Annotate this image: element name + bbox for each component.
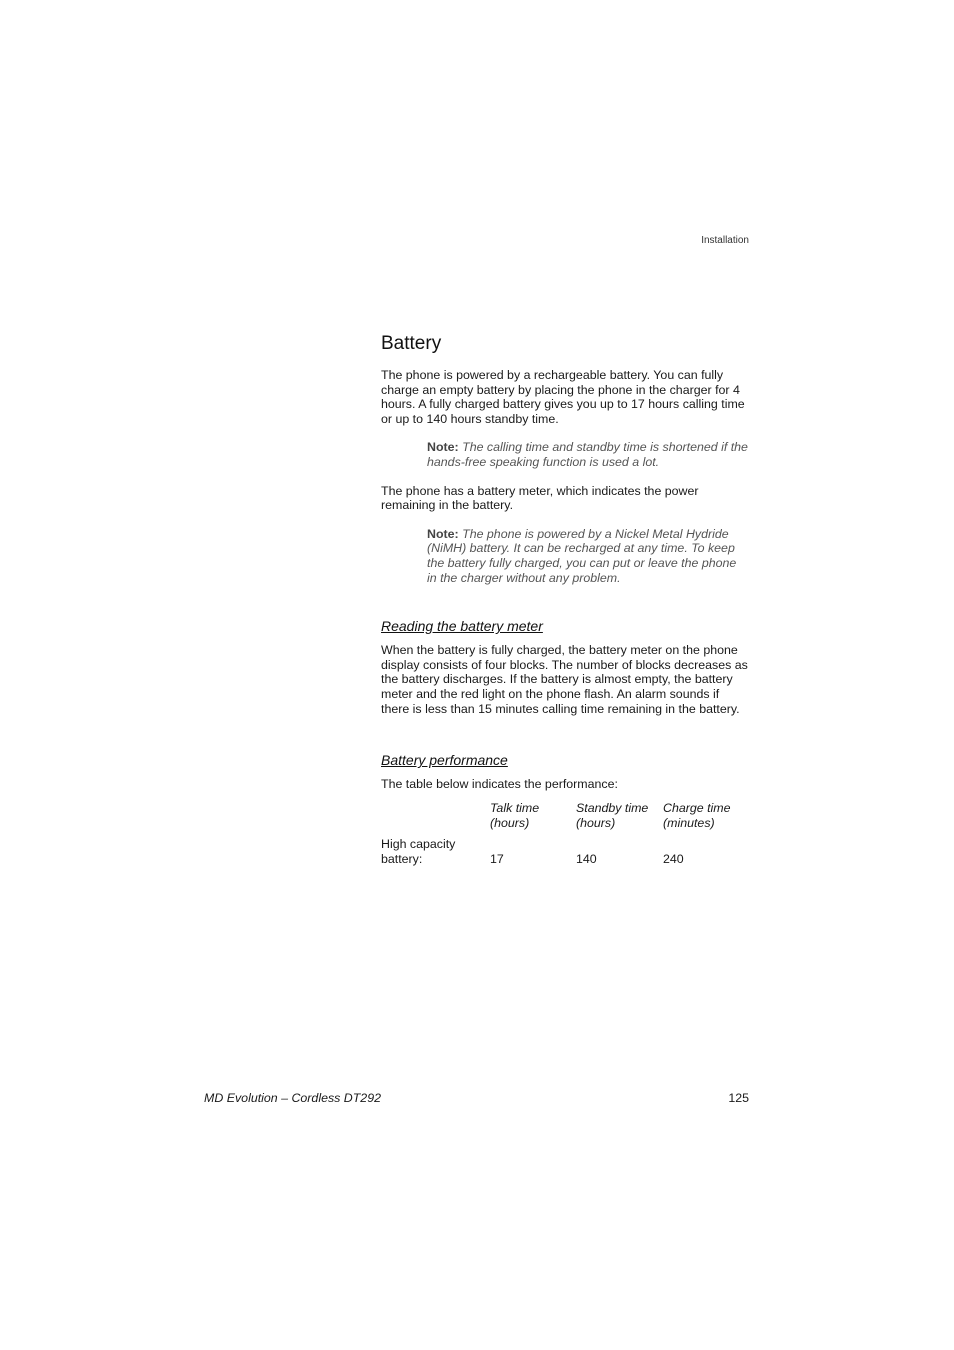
table-header-row bbox=[381, 801, 749, 837]
footer-document-title: MD Evolution – Cordless DT292 bbox=[204, 1091, 381, 1105]
reading-meter-heading: Reading the battery meter bbox=[381, 618, 543, 635]
note-label: Note: bbox=[427, 526, 459, 541]
battery-performance-heading: Battery performance bbox=[381, 752, 508, 769]
battery-intro-paragraph: The phone is powered by a rechargeable battery. You can fully charge an empty battery by placing the phone in the charger for 4 hours. A fully charged battery gives you up to 17 hours calling time or up to 140 hours standby time. bbox=[381, 368, 745, 426]
table-header-cell: Talk time (hours) bbox=[490, 800, 540, 830]
table-header-cell bbox=[381, 801, 490, 837]
table-cell: 140 bbox=[576, 851, 597, 866]
table-cell: 17 bbox=[490, 851, 504, 866]
footer-page-number: 125 bbox=[728, 1091, 749, 1105]
table-row bbox=[381, 837, 749, 867]
battery-heading: Battery bbox=[381, 333, 442, 354]
note-label: Note: bbox=[427, 440, 459, 455]
table-cell: High capacity battery: bbox=[381, 836, 456, 866]
section-header: Installation bbox=[701, 235, 749, 246]
reading-meter-paragraph: When the battery is fully charged, the battery meter on the phone display consists of four blocks. The number of blocks decreases as the battery discharges. If the battery is almost empty, the battery meter and the red light on the phone flash. An alarm sounds if there is less than 15 minutes calling time remaining in the battery. bbox=[381, 643, 748, 716]
performance-intro: The table below indicates the performance: bbox=[381, 777, 618, 792]
table-cell: 240 bbox=[663, 851, 684, 866]
main-content bbox=[381, 332, 749, 867]
note-nimh bbox=[427, 527, 749, 585]
performance-table bbox=[381, 801, 749, 867]
battery-meter-paragraph: The phone has a battery meter, which indicates the power remaining in the battery. bbox=[381, 483, 699, 513]
note-text: The phone is powered by a Nickel Metal Hydride (NiMH) battery. It can be recharged at any time. To keep the battery fully charged, you can put or leave the phone in the charger without any problem. bbox=[427, 526, 737, 585]
note-calling-time bbox=[427, 440, 749, 469]
table-header-cell: Charge time (minutes) bbox=[663, 800, 731, 830]
table-header-cell: Standby time (hours) bbox=[576, 800, 649, 830]
note-text: The calling time and standby time is shortened if the hands-free speaking function is used a lot. bbox=[427, 440, 748, 469]
